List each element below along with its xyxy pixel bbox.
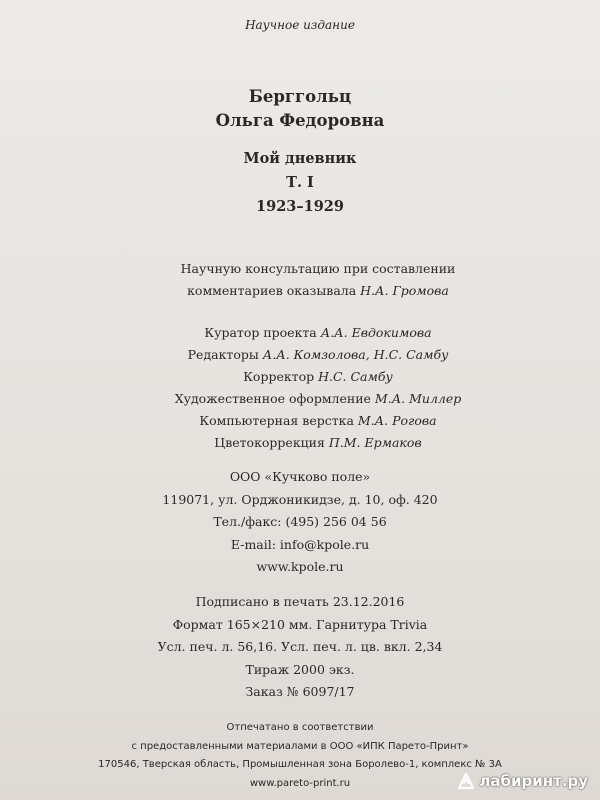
credit-role: Компьютерная верстка (199, 413, 358, 428)
credit-person: М.А. Рогова (357, 413, 437, 428)
consultation-prefix: комментариев оказывала (187, 283, 361, 298)
edition-type-text: Научное издание (245, 18, 355, 32)
credit-role: Художественное оформление (174, 391, 375, 406)
book-years: 1923–1929 (256, 198, 344, 215)
credit-role: Корректор (243, 369, 319, 384)
consultation-line-2 (18, 280, 600, 302)
author-name: Ольга Федоровна (215, 111, 385, 130)
book-volume: Т. I (286, 174, 314, 191)
print-circulation: Тираж 2000 экз. (245, 661, 355, 677)
watermark-text: лабиринт.ру (479, 772, 588, 790)
print-order: Заказ № 6097/17 (245, 684, 355, 699)
publisher-phone: Тел./факс: (495) 256 04 56 (213, 514, 387, 529)
book-title: Мой дневник (243, 150, 357, 167)
credit-person: А.А. Комзолова, Н.С. Самбу (262, 347, 449, 362)
print-sheets: Усл. печ. л. 56,16. Усл. печ. л. цв. вкл. 2,34 (157, 639, 443, 654)
credit-role: Редакторы (187, 347, 263, 362)
publisher-email: E-mail: info@kpole.ru (230, 536, 370, 552)
print-format: Формат 165×210 мм. Гарнитура Trivia (172, 616, 428, 632)
printer-line-4: www.pareto-print.ru (249, 777, 351, 789)
credit-line (18, 410, 600, 432)
publisher-address: 119071, ул. Орджоникидзе, д. 10, оф. 420 (162, 491, 438, 507)
publisher-block (0, 466, 600, 579)
credit-role: Куратор проекта (204, 325, 321, 340)
author-block (0, 85, 600, 133)
credit-line (18, 432, 600, 454)
credits-block (18, 322, 600, 454)
credit-person: Н.С. Самбу (318, 369, 393, 384)
print-signed-date: Подписано в печать 23.12.2016 (195, 594, 405, 609)
printer-line-1: Отпечатано в соответствии (226, 722, 374, 733)
book-title-block (0, 147, 600, 219)
edition-type (0, 18, 600, 32)
credit-line (18, 388, 600, 410)
publisher-name: ООО «Кучково поле» (229, 469, 371, 484)
publisher-website: www.kpole.ru (256, 559, 344, 574)
credit-person: А.А. Евдокимова (320, 325, 432, 340)
credit-line (18, 344, 600, 366)
credit-line (18, 322, 600, 344)
print-info-block (0, 591, 600, 704)
credit-person: П.М. Ермаков (328, 435, 422, 450)
labirint-logo-icon (457, 772, 475, 790)
consultant-name: Н.А. Громова (360, 283, 449, 298)
labirint-watermark (457, 772, 588, 790)
credit-line (18, 366, 600, 388)
credit-role: Цветокоррекция (214, 435, 329, 450)
printer-line-3: 170546, Тверская область, Промышленная зона Боролево-1, комплекс № 3А (98, 759, 502, 770)
printer-line-2: с предоставленными материалами в ООО «ИПК Парето-Принт» (131, 740, 469, 752)
consultation-line-1: Научную консультацию при составлении (180, 261, 456, 276)
author-surname: Берггольц (248, 87, 352, 106)
consultation-block (18, 258, 600, 302)
credit-person: М.А. Миллер (374, 391, 462, 406)
